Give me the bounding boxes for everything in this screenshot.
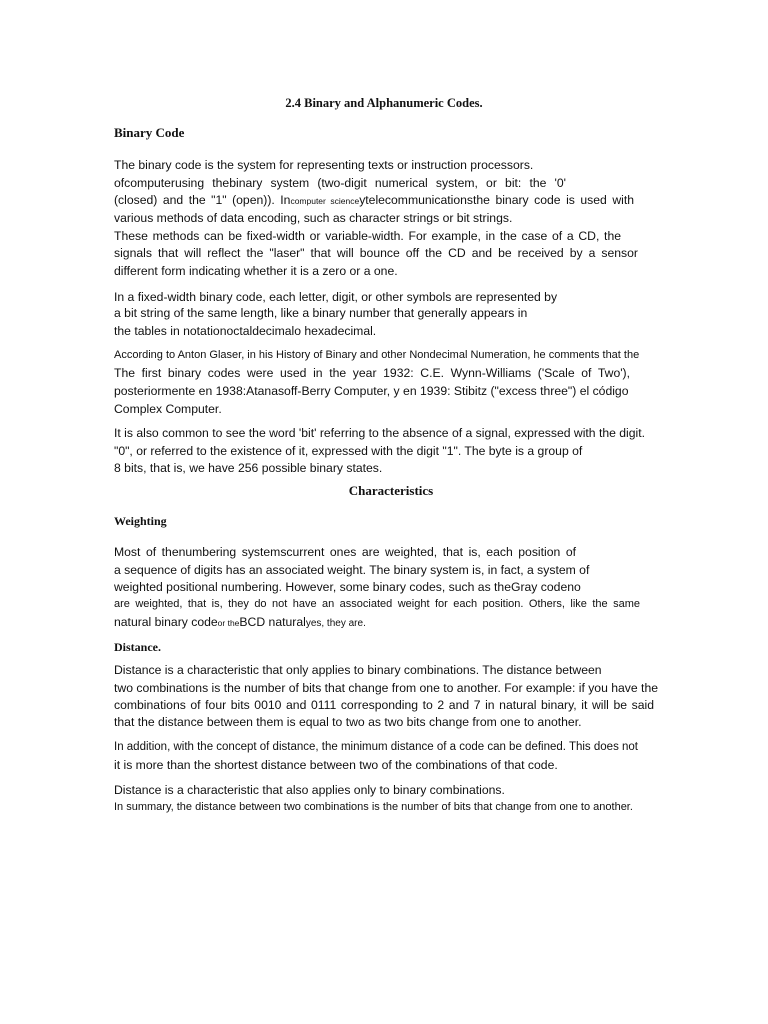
text-line: are weighted, that is, they do not have an associated weight for each position. Others, like the same: [114, 598, 640, 610]
text-span: BCD natural: [239, 615, 306, 629]
text-line: Complex Computer.: [114, 402, 222, 416]
heading-distance: Distance.: [114, 640, 161, 654]
text-line: the tables in notationoctaldecimalo hexadecimal.: [114, 324, 377, 338]
text-line: [114, 192, 634, 209]
text-line: two combinations is the number of bits that change from one to another. For example: if you have the: [114, 681, 659, 695]
text-span-small: yes, they are.: [305, 618, 366, 629]
heading-binary-code: Binary Code: [114, 125, 185, 140]
text-line: it is more than the shortest distance between two of the combinations of that code.: [114, 758, 558, 772]
text-line: various methods of data encoding, such as character strings or bit strings.: [114, 211, 513, 225]
text-line: The first binary codes were used in the year 1932: C.E. Wynn-Williams ('Scale of Two'),: [114, 366, 630, 380]
text-line: In addition, with the concept of distance, the minimum distance of a code can be defined. This does not: [114, 741, 638, 753]
text-line: combinations of four bits 0010 and 0111 corresponding to 2 and 7 in natural binary, it will be said: [114, 698, 654, 712]
text-line: 8 bits, that is, we have 256 possible binary states.: [114, 461, 383, 475]
text-line: Distance is a characteristic that also applies only to binary combinations.: [114, 783, 505, 797]
text-line: The binary code is the system for representing texts or instruction processors.: [114, 158, 534, 172]
heading-weighting: Weighting: [114, 514, 167, 528]
heading-characteristics: Characteristics: [348, 483, 434, 498]
text-span-small: or the: [217, 618, 240, 628]
text-line: ofcomputerusing thebinary system (two-digit numerical system, or bit: the '0': [114, 176, 566, 190]
text-span: natural binary code: [114, 615, 218, 629]
text-span: ytelecommunicationsthe binary code is used with: [359, 193, 634, 207]
text-line: In summary, the distance between two combinations is the number of bits that change from one to another.: [114, 801, 633, 813]
text-line: According to Anton Glaser, in his History of Binary and other Nondecimal Numeration, he comments that the: [114, 349, 640, 361]
text-line: "0", or referred to the existence of it, expressed with the digit "1". The byte is a group of: [114, 444, 583, 458]
text-line: a sequence of digits has an associated weight. The binary system is, in fact, a system of: [114, 563, 590, 577]
text-line: weighted positional numbering. However, some binary codes, such as theGray codeno: [114, 580, 581, 594]
text-span-small: computer science: [290, 196, 360, 206]
text-line: Distance is a characteristic that only applies to binary combinations. The distance between: [114, 663, 602, 677]
text-line: [114, 614, 366, 632]
text-line: These methods can be fixed-width or variable-width. For example, in the case of a CD, the: [114, 229, 621, 243]
text-span: (closed) and the "1" (open)). In: [114, 193, 291, 207]
text-line: different form indicating whether it is a zero or a one.: [114, 264, 398, 278]
text-line: In a fixed-width binary code, each letter, digit, or other symbols are represented by: [114, 290, 558, 304]
text-line: that the distance between them is equal to two as two bits change from one to another.: [114, 715, 582, 729]
page-title: 2.4 Binary and Alphanumeric Codes.: [285, 96, 483, 110]
text-line: Most of thenumbering systemscurrent ones are weighted, that is, each position of: [114, 545, 576, 559]
text-line: a bit string of the same length, like a binary number that generally appears in: [114, 306, 528, 320]
text-line: It is also common to see the word 'bit' referring to the absence of a signal, expressed with the digit.: [114, 426, 646, 440]
text-line: posteriormente en 1938:Atanasoff-Berry Computer, y en 1939: Stibitz ("excess three") el código: [114, 384, 629, 398]
text-line: signals that will reflect the "laser" that will bounce off the CD and be received by a sensor: [114, 246, 638, 260]
